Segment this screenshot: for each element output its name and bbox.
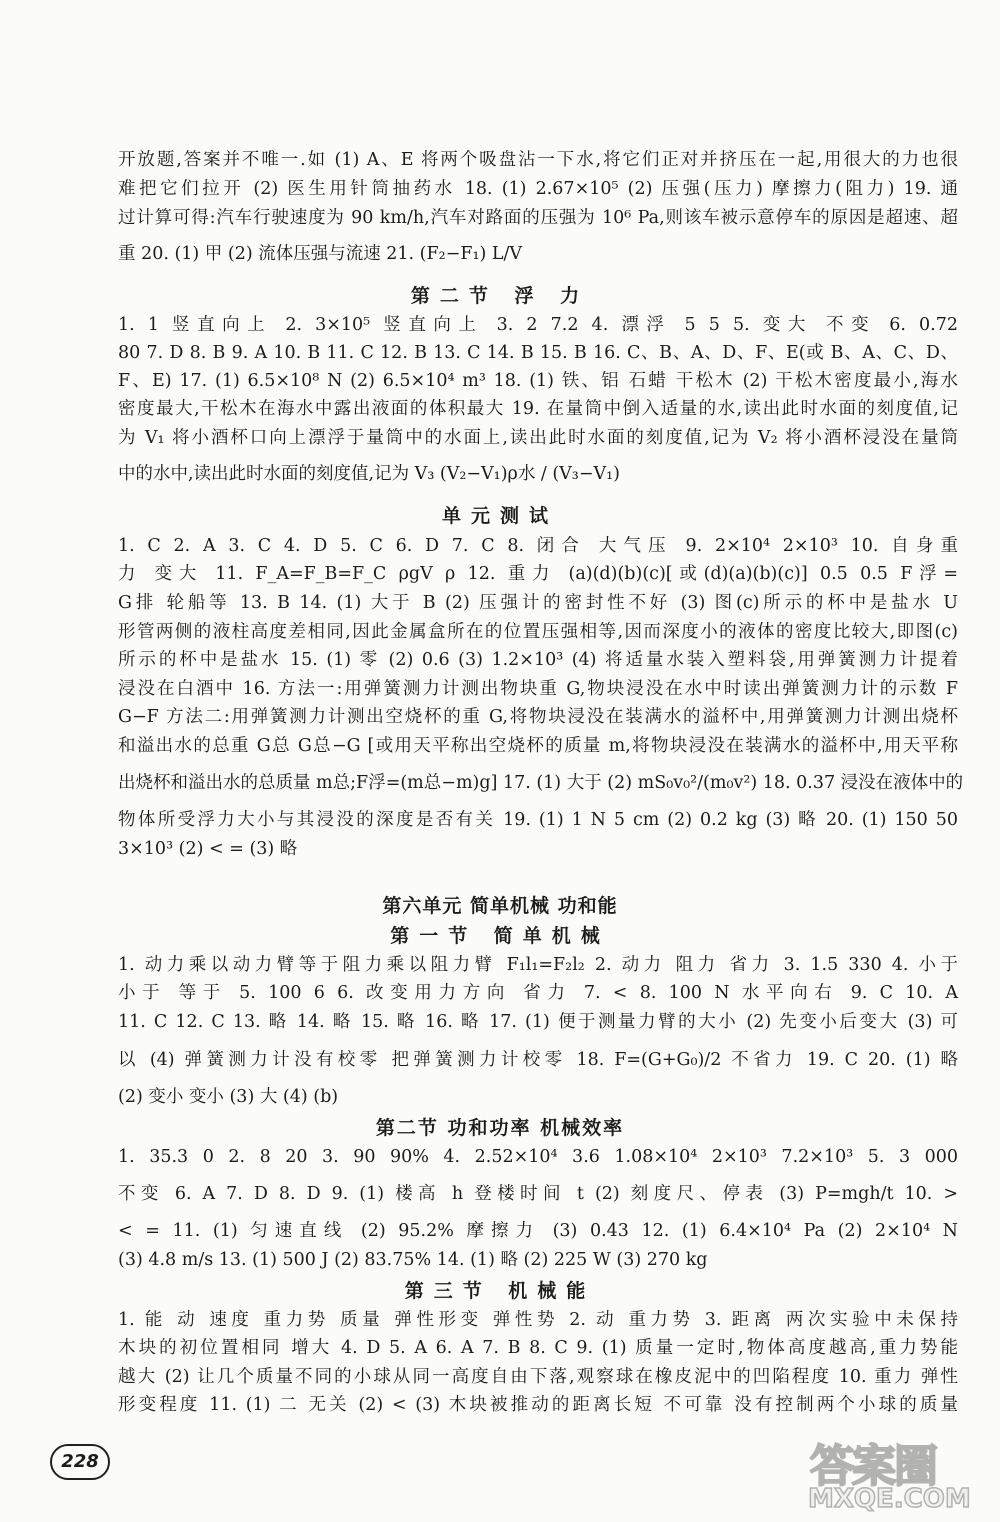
answer-line: (2) 变小 变小 (3) 大 (4) (b) [118, 1087, 339, 1107]
answer-line: 浸没在白酒中 16. 方法一:用弹簧测力计测出物块重 G,物块浸没在水中时读出弹簧测力计的示数 F [118, 679, 958, 699]
answer-line: 形变程度 11. (1) 二 无关 (2) < (3) 木块被推动的距离长短 不可靠 没有控制两个小球的质量 [118, 1395, 958, 1415]
answer-line: 开放题,答案并不唯一.如 (1) A、E 将两个吸盘沾一下水,将它们正对并挤压在一起,用很大的力也很 [118, 150, 958, 170]
answer-line: 密度最大,干松木在海水中露出液面的体积最大 19. 在量筒中倒入适量的水,读出此时水面的刻度值,记 [118, 399, 958, 419]
watermark-logo [800, 1430, 990, 1516]
answer-line: 所示的杯中是盐水 15. (1) 零 (2) 0.6 (3) 1.2×10³ (4) 将适量水装入塑料袋,用弹簧测力计提着 [118, 650, 958, 670]
section-heading: 单元测试 [441, 505, 558, 527]
section-heading: 第二节 浮 力 [410, 285, 590, 307]
answer-line: 1. 动力乘以动力臂等于阻力乘以阻力臂 F₁l₁=F₂l₂ 2. 动力 阻力 省力 3. 1.5 330 4. 小于 [118, 955, 958, 975]
answer-line: G排 轮船等 13. B 14. (1) 大于 B (2) 压强计的密封性不好 (3) 图(c)所示的杯中是盐水 U [118, 593, 958, 613]
answer-line: 1. C 2. A 3. C 4. D 5. C 6. D 7. C 8. 闭合 大气压 9. 2×10⁴ 2×10³ 10. 自身重 [118, 536, 958, 556]
answer-line: 中的水中,读出此时水面的刻度值,记为 V₃ (V₂−V₁)ρ水 / (V₃−V₁) [118, 464, 620, 484]
answer-line: 不变 6. A 7. D 8. D 9. (1) 楼高 h 登楼时间 t (2) 刻度尺、停表 (3) P=mgh/t 10. > [118, 1184, 958, 1204]
answer-line: 为 V₁ 将小酒杯口向上漂浮于量筒中的水面上,读出此时水面的刻度值,记为 V₂ 将小酒杯浸没在量筒 [118, 428, 958, 448]
answer-line: 小于 等于 5. 100 6 6. 改变用力方向 省力 7. < 8. 100 N 水平向右 9. C 10. A [118, 983, 958, 1003]
answer-line: 1. 1 竖直向上 2. 3×10⁵ 竖直向上 3. 2 7.2 4. 漂浮 5 5 5. 变大 不变 6. 0.72 [118, 315, 958, 335]
answer-line: 形管两侧的液柱高度差相同,因此金属盒所在的位置压强相等,因而深度小的液体的密度比较大,即图(c) [118, 622, 958, 642]
answer-line: (3) 4.8 m/s 13. (1) 500 J (2) 83.75% 14. (1) 略 (2) 225 W (3) 270 kg [118, 1250, 708, 1270]
watermark-url: MXQE.COM [808, 1484, 971, 1514]
answer-line: 和溢出水的总重 G总 G总−G [或用天平称出空烧杯的质量 m,将物块浸没在装满水的溢杯中,用天平称 [118, 736, 958, 756]
answer-line: 1. 能 动 速度 重力势 质量 弹性形变 弹性势 2. 动 重力势 3. 距离 两次实验中未保持 [118, 1310, 958, 1330]
answer-line: 越大 (2) 让几个质量不同的小球从同一高度自由下落,观察球在橡皮泥中的凹陷程度 10. 重力 弹性 [118, 1367, 958, 1387]
answer-line: < = 11. (1) 匀速直线 (2) 95.2% 摩擦力 (3) 0.43 12. (1) 6.4×10⁴ Pa (2) 2×10⁴ N [118, 1221, 958, 1241]
watermark-glyphs: 答案圈 [810, 1441, 936, 1492]
answer-line: 木块的初位置相同 增大 4. D 5. A 6. A 7. B 8. C 9. (1) 质量一定时,物体高度越高,重力势能 [118, 1338, 958, 1358]
answer-line: 11. C 12. C 13. 略 14. 略 15. 略 16. 略 17. (1) 便于测量力臂的大小 (2) 先变小后变大 (3) 可 [118, 1012, 958, 1032]
answer-line: F、E) 17. (1) 6.5×10⁸ N (2) 6.5×10⁴ m³ 18. (1) 铁、铝 石蜡 干松木 (2) 干松木密度最小,海水 [118, 371, 958, 391]
answer-line: 出烧杯和溢出水的总质量 m总;F浮=(m总−m)g] 17. (1) 大于 (2) mS₀v₀²/(m₀v²) 18. 0.37 浸没在液体中的 [118, 773, 964, 793]
answer-line: 难把它们拉开 (2) 医生用针筒抽药水 18. (1) 2.67×10⁵ (2) 压强(压力) 摩擦力(阻力) 19. 通 [118, 179, 958, 199]
answer-line: 物体所受浮力大小与其浸没的深度是否有关 19. (1) 1 N 5 cm (2) 0.2 kg (3) 略 20. (1) 150 50 [118, 810, 958, 830]
answer-line: 80 7. D 8. B 9. A 10. B 11. C 12. B 13. C 14. B 15. B 16. C、B、A、D、F、E(或 B、A、C、D、 [118, 343, 958, 363]
answer-line: 1. 35.3 0 2. 8 20 3. 90 90% 4. 2.52×10⁴ 3.6 1.08×10⁴ 2×10³ 7.2×10³ 5. 3 000 [118, 1147, 958, 1167]
answer-line: 重 20. (1) 甲 (2) 流体压强与流速 21. (F₂−F₁) L/V [118, 244, 523, 264]
answer-line: 以 (4) 弹簧测力计没有校零 把弹簧测力计校零 18. F=(G+G₀)/2 不省力 19. C 20. (1) 略 [118, 1050, 958, 1070]
answer-line: 3×10³ (2) < = (3) 略 [118, 839, 298, 859]
section-heading: 第二节 功和功率 机械效率 [375, 1117, 625, 1139]
section-heading: 第三节 机械能 [404, 1280, 596, 1302]
section-heading: 第一节 简单机械 [390, 925, 610, 947]
answer-line: G−F 方法二:用弹簧测力计测出空烧杯的重 G,将物块浸没在装满水的溢杯中,用弹簧测力计测出烧杯 [118, 707, 958, 727]
answer-line: 过计算可得:汽车行驶速度为 90 km/h,汽车对路面的压强为 10⁶ Pa,则该车被示意停车的原因是超速、超 [118, 208, 958, 228]
page-number: 228 [50, 1444, 110, 1480]
answer-line: 力 变大 11. F_A=F_B=F_C ρgV ρ 12. 重力 (a)(d)(b)(c)[或(d)(a)(b)(c)] 0.5 0.5 F浮= [118, 564, 958, 584]
section-heading: 第六单元 简单机械 功和能 [382, 895, 618, 917]
